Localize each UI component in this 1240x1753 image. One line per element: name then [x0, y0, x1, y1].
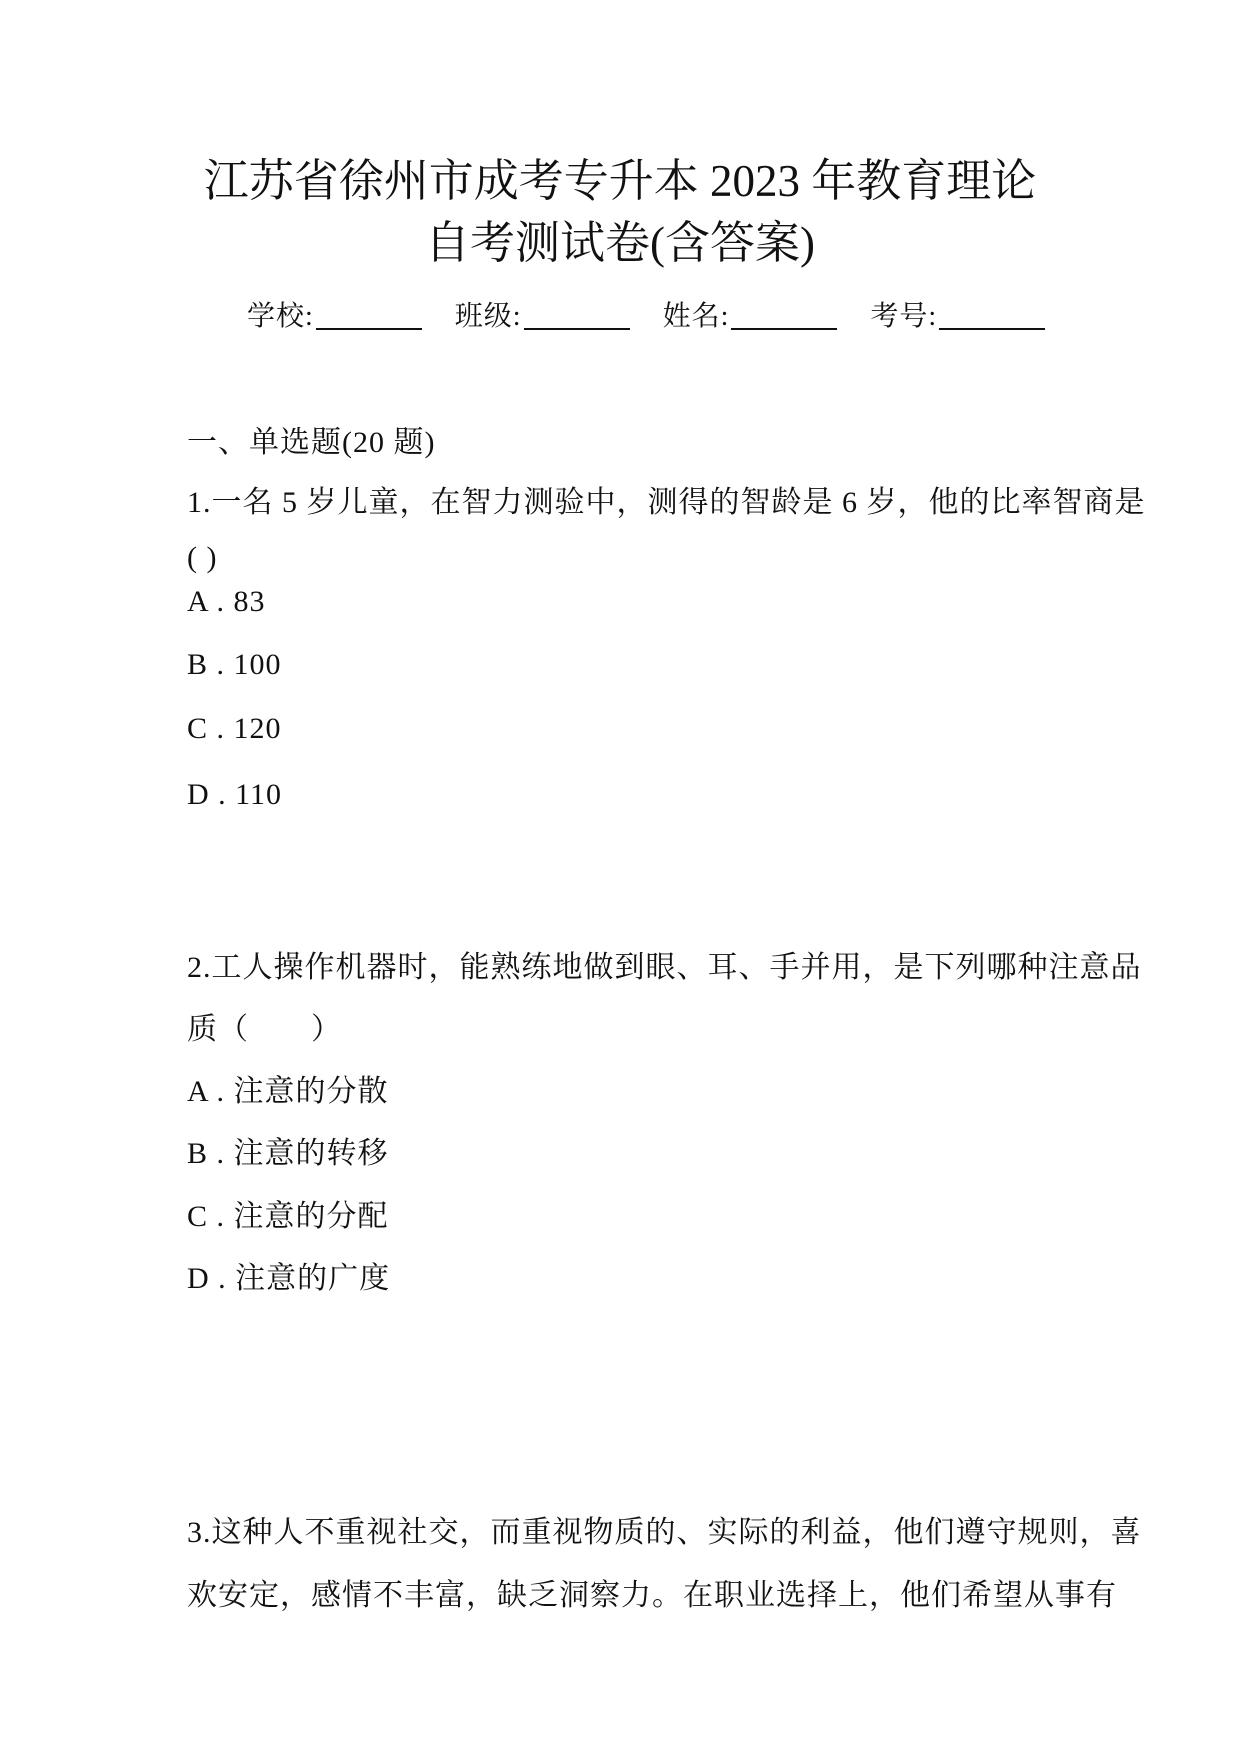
question-2 — [0, 946, 1240, 1301]
exam-number-label: 考号: — [870, 301, 938, 332]
section-heading: 一、单选题(20 题) — [187, 426, 436, 459]
question-3 — [0, 1511, 1240, 1618]
question-2-option-b: B . 注意的转移 — [187, 1137, 389, 1170]
question-2-text-line2: 质（ ） — [187, 1013, 342, 1046]
class-field — [455, 301, 630, 332]
name-field — [663, 301, 838, 332]
question-1-option-a: A . 83 — [187, 585, 266, 618]
document-title-line2: 自考测试卷(含答案) — [425, 218, 815, 268]
question-1-option-d: D . 110 — [187, 778, 283, 811]
question-2-option-d: D . 注意的广度 — [187, 1262, 391, 1295]
class-blank-line — [524, 328, 630, 330]
question-1-text-line2: ( ) — [187, 541, 218, 574]
question-2-option-c: C . 注意的分配 — [187, 1200, 389, 1233]
exam-number-field — [870, 301, 1045, 332]
student-info-line — [247, 295, 1240, 339]
name-blank-line — [731, 328, 837, 330]
question-3-text-line2: 欢安定，感情不丰富，缺乏洞察力。在职业选择上，他们希望从事有 — [187, 1579, 1117, 1612]
exam-number-blank-line — [939, 328, 1045, 330]
question-1-option-b: B . 100 — [187, 648, 282, 681]
document-title-line1: 江苏省徐州市成考专升本 2023 年教育理论 — [203, 156, 1037, 206]
question-1-option-c: C . 120 — [187, 712, 282, 745]
school-label: 学校: — [247, 301, 314, 332]
question-3-text-line1: 3.这种人不重视社交，而重视物质的、实际的利益，他们遵守规则，喜 — [187, 1516, 1142, 1549]
school-field — [247, 301, 422, 332]
question-1 — [0, 481, 1240, 817]
question-2-option-a: A . 注意的分散 — [187, 1075, 389, 1108]
school-blank-line — [316, 328, 422, 330]
class-label: 班级: — [454, 301, 522, 332]
name-label: 姓名: — [662, 301, 730, 332]
question-1-text-line1: 1.一名 5 岁儿童，在智力测验中，测得的智龄是 6 岁，他的比率智商是 — [187, 486, 1146, 519]
question-2-text-line1: 2.工人操作机器时，能熟练地做到眼、耳、手并用，是下列哪种注意品 — [187, 951, 1142, 984]
